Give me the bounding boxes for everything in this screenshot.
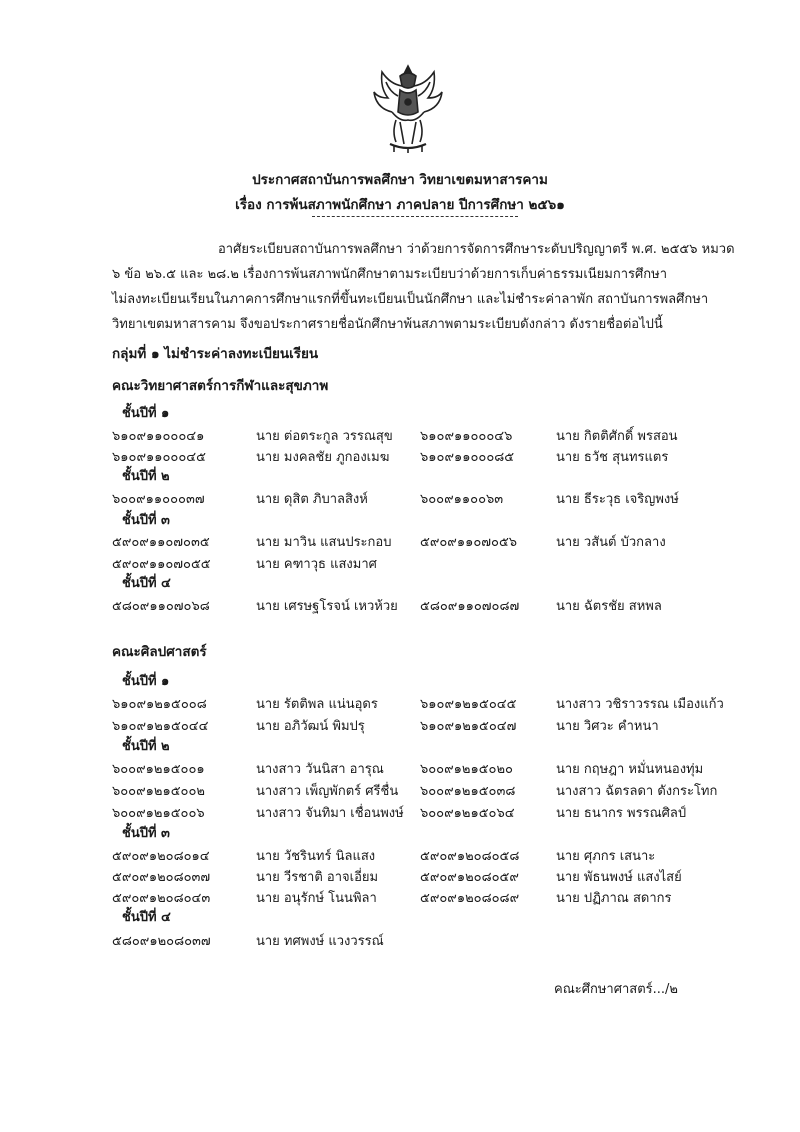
student-id: ๕๘๐๙๑๒๐๘๐๓๗	[112, 934, 211, 949]
student-name: นาย มาวิน แสนประกอบ	[256, 535, 392, 550]
student-id: ๕๙๐๙๑๒๐๘๐๓๗	[112, 870, 211, 885]
student-name: นาย คฑาวุธ แสงมาศ	[256, 557, 377, 572]
intro-line-4: วิทยาเขตมหาสารคาม จึงขอประกาศรายชื่อนักศึกษาพ้นสภาพตามระเบียบดังกล่าว ดังรายชื่อต่อไปนี้	[112, 317, 663, 332]
student-name: นาย ต่อตระกูล วรรณสุข	[256, 429, 393, 444]
student-id: ๕๙๐๙๑๒๐๘๐๔๓	[112, 891, 211, 906]
year-heading: ชั้นปีที่ ๓	[122, 513, 170, 528]
student-id: ๕๙๐๙๑๑๐๗๐๓๕	[112, 535, 210, 550]
student-id: ๖๑๐๙๑๒๑๕๐๔๗	[420, 719, 517, 734]
student-name: นาย วิศวะ คำหนา	[556, 719, 659, 734]
student-name: นางสาว เพ็ญพักตร์ ศรีชื่น	[256, 784, 399, 799]
student-id: ๕๙๐๙๑๒๐๘๐๘๙	[420, 891, 520, 906]
student-id: ๕๙๐๙๑๑๐๗๐๕๕	[112, 557, 211, 572]
student-id: ๖๑๐๙๑๒๑๕๐๔๕	[420, 697, 517, 712]
student-name: นาย ศุภกร เสนาะ	[556, 849, 656, 864]
student-name: นาย ฉัตรชัย สหพล	[556, 599, 662, 614]
faculty-heading: คณะวิทยาศาสตร์การกีฬาและสุขภาพ	[112, 378, 329, 394]
student-id: ๖๐๐๙๑๑๐๐๖๓	[420, 492, 504, 507]
student-name: นาย ทศพงษ์ แวงวรรณ์	[256, 934, 384, 949]
faculty-heading: คณะศิลปศาสตร์	[112, 644, 207, 660]
student-id: ๕๘๐๙๑๑๐๗๐๘๗	[420, 599, 520, 614]
student-name: นางสาว วันนิสา อารุณ	[256, 762, 384, 777]
student-id: ๖๐๐๙๑๒๑๕๐๓๘	[420, 784, 516, 799]
student-id: ๕๙๐๙๑๒๐๘๐๕๘	[420, 849, 520, 864]
student-id: ๕๙๐๙๑๒๐๘๐๑๔	[112, 849, 210, 864]
year-heading: ชั้นปีที่ ๒	[122, 739, 170, 754]
student-id: ๖๐๐๙๑๒๑๕๐๐๒	[112, 784, 205, 799]
student-name: นาย วัชรินทร์ นิลแสง	[256, 849, 376, 864]
student-id: ๖๑๐๙๑๒๑๕๐๔๔	[112, 719, 209, 734]
student-name: นาย พัธนพงษ์ แสงไสย์	[556, 870, 682, 885]
group-title: กลุ่มที่ ๑ ไม่ชำระค่าลงทะเบียนเรียน	[112, 346, 319, 362]
student-name: นาย ดุสิต ภิบาลสิงห์	[256, 492, 368, 507]
student-id: ๖๑๐๙๑๑๐๐๐๔๕	[112, 450, 206, 465]
student-name: นางสาว วชิราวรรณ เมืองแก้ว	[556, 697, 724, 712]
student-id: ๖๑๐๙๑๑๐๐๐๘๕	[420, 450, 515, 465]
garuda-emblem-icon	[370, 62, 446, 154]
year-heading: ชั้นปีที่ ๒	[122, 469, 170, 484]
student-name: นาย ปฏิภาณ สดากร	[556, 891, 672, 906]
student-name: นาย ธนากร พรรณศิลป์	[556, 806, 687, 821]
student-name: นาย วสันต์ บัวกลาง	[556, 535, 666, 550]
student-id: ๖๑๐๙๑๑๐๐๐๔๖	[420, 429, 513, 444]
student-id: ๖๐๐๙๑๒๑๕๐๒๐	[420, 762, 513, 777]
intro-line-2: ๖ ข้อ ๒๖.๕ และ ๒๘.๒ เรื่องการพ้นสภาพนักศึกษาตามระเบียบว่าด้วยการเก็บค่าธรรมเนียมการศึกษา	[112, 267, 667, 282]
student-id: ๖๐๐๙๑๑๐๐๐๓๗	[112, 492, 205, 507]
student-id: ๖๑๐๙๑๒๑๕๐๐๘	[112, 697, 207, 712]
student-name: นาย มงคลชัย ภูกองเมฆ	[256, 450, 390, 465]
intro-line-3: ไม่ลงทะเบียนเรียนในภาคการศึกษาแรกที่ขึ้นทะเบียนเป็นนักศึกษา และไม่ชำระค่าลาพัก สถาบันการพลศึกษา	[112, 292, 709, 307]
student-id: ๕๙๐๙๑๒๐๘๐๕๙	[420, 870, 519, 885]
year-heading: ชั้นปีที่ ๔	[122, 910, 171, 925]
student-id: ๖๐๐๙๑๒๑๕๐๐๑	[112, 762, 205, 777]
intro-line-1: อาศัยระเบียบสถาบันการพลศึกษา ว่าด้วยการจัดการศึกษาระดับปริญญาตรี พ.ศ. ๒๕๕๖ หมวด	[218, 242, 735, 257]
student-name: นาย ธีระวุธ เจริญพงษ์	[556, 492, 679, 507]
announcement-subject: เรื่อง การพ้นสภาพนักศึกษา ภาคปลาย ปีการศึกษา ๒๕๖๑	[235, 197, 565, 213]
student-name: นาย กิตติศักดิ์ พรสอน	[556, 429, 678, 444]
student-name: นางสาว จันทิมา เชื่อนพงษ์	[256, 806, 404, 821]
year-heading: ชั้นปีที่ ๑	[122, 674, 170, 689]
student-name: นาย กฤษฎา หมั่นหนองทุ่ม	[556, 762, 704, 777]
student-name: นางสาว ฉัตรลดา ดังกระโทก	[556, 784, 718, 799]
year-heading: ชั้นปีที่ ๑	[122, 406, 170, 421]
student-id: ๕๘๐๙๑๑๐๗๐๖๘	[112, 599, 210, 614]
student-name: นาย อนุรักษ์ โนนพิลา	[256, 891, 377, 906]
student-id: ๖๐๐๙๑๒๑๕๐๐๖	[112, 806, 205, 821]
student-name: นาย รัตติพล แน่นอุดร	[256, 697, 378, 712]
student-name: นาย เศรษฐโรจน์ เหวห้วย	[256, 599, 398, 614]
year-heading: ชั้นปีที่ ๔	[122, 576, 171, 591]
announcement-title: ประกาศสถาบันการพลศึกษา วิทยาเขตมหาสารคาม	[252, 172, 548, 188]
year-heading: ชั้นปีที่ ๓	[122, 826, 170, 841]
student-id: ๕๙๐๙๑๑๐๗๐๕๖	[420, 535, 518, 550]
student-name: นาย อภิวัฒน์ พิมปรุ	[256, 719, 365, 734]
student-id: ๖๑๐๙๑๑๐๐๐๔๑	[112, 429, 205, 444]
student-name: นาย ธวัช สุนทรแตร	[556, 450, 669, 465]
student-id: ๖๐๐๙๑๒๑๕๐๖๔	[420, 806, 515, 821]
student-name: นาย วีรชาติ อาจเอี่ยม	[256, 870, 379, 885]
title-divider	[312, 216, 518, 217]
continuation-footer: คณะศึกษาศาสตร์.../๒	[554, 982, 678, 997]
